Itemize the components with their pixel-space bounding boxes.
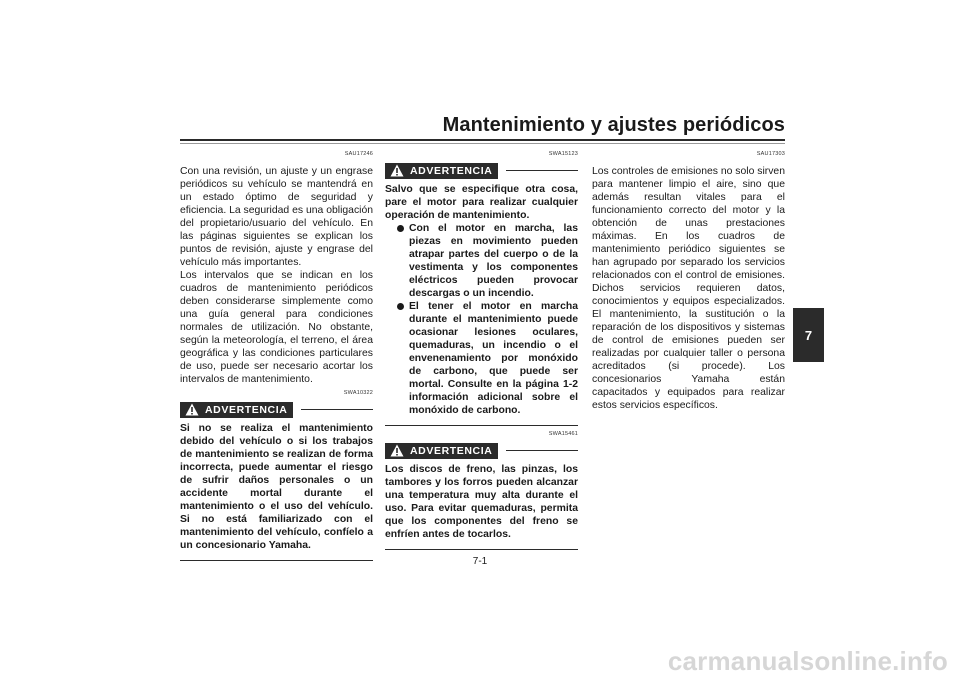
page-title: Mantenimiento y ajustes periódicos — [442, 114, 785, 136]
warning-label: ADVERTENCIA — [410, 444, 493, 457]
watermark: carmanualsonline.info — [667, 646, 948, 676]
warning-end-rule — [385, 425, 578, 426]
column-2 — [385, 150, 578, 550]
intro-paragraph: Con una revisión, un ajuste y un engrase periódicos su vehículo se mantendrá en un estado óptimo de seguridad y eficiencia. La seguridad es una obligación del propietario/usuario del vehículo. En las páginas siguientes se explican los puntos de revisión, ajuste y engrase del vehículo más importantes. — [180, 166, 373, 268]
emissions-paragraph: Los controles de emisiones no solo sirven para mantener limpio el aire, sino que además resultan vitales para el funcionamiento correcto del motor y la obtención de unas prestaciones máximas. En los cuadros de mantenimiento periódico siguientes se han agrupado por separado los servicios relacionados con el control de emisiones. Dichos servicios requieren datos, conocimientos y equipos especializados. El mantenimiento, la sustitución o la reparación de los dispositivos y sistemas de control de emisiones pueden ser realizadas por cualquier taller o persona acreditados (si procede). Los concesionarios Yamaha están capacitados y equipados para realizar estos servicios específicos. — [592, 166, 785, 411]
warning-end-rule — [385, 549, 578, 550]
warning-header — [385, 162, 578, 179]
warning-header — [385, 442, 578, 459]
warning-label: ADVERTENCIA — [205, 403, 288, 416]
warning-triangle-icon — [390, 444, 404, 457]
warning-triangle-icon — [185, 403, 199, 416]
warning-text: Los discos de freno, las pinzas, los tambores y los forros pueden alcanzar una temperatura muy alta durante el uso. Para evitar quemaduras, permita que los componentes del freno se enfríen antes de tocarlos. — [385, 464, 578, 540]
list-item: El tener el motor en marcha durante el mantenimiento puede ocasionar lesiones oculares, quemaduras, un incendio o el envenenamiento por monóxido de carbono, que puede ser mortal. Consulte en la página 1-2 información adicional sobre el monóxido de carbono. — [397, 300, 578, 417]
column-1 — [180, 150, 373, 561]
warning-triangle-icon — [390, 164, 404, 177]
warning-text: Si no se realiza el mantenimiento debido del vehículo o si los trabajos de mantenimiento se realizan de forma incorrecta, puede aumentar el riesgo de sufrir daños personales o un accidente mortal durante el mantenimiento o el uso del vehículo. Si no está familiarizado con el mantenimiento del vehículo, confíelo a un concesionario Yamaha. — [180, 423, 373, 551]
title-rule-thin — [180, 143, 785, 144]
chapter-tab: 7 — [793, 308, 824, 362]
warning-rule — [301, 409, 373, 410]
bullet-icon — [397, 303, 404, 310]
warning-rule — [506, 450, 578, 451]
warning-code: SWA15123 — [548, 151, 578, 157]
list-item: Con el motor en marcha, las piezas en movimiento pueden atrapar partes del cuerpo o de la vestimenta y los componentes eléctricos pueden provocar descargas o un incendio. — [397, 222, 578, 300]
warning-label-box — [385, 163, 498, 179]
warning-intro: Salvo que se especifique otra cosa, pare el motor para realizar cualquier operación de mantenimiento. — [385, 184, 578, 221]
warning-label: ADVERTENCIA — [410, 164, 493, 177]
title-rule — [180, 139, 785, 141]
page-number: 7-1 — [472, 556, 488, 567]
bullet-icon — [397, 225, 404, 232]
warning-label-box — [180, 402, 293, 418]
column-3 — [592, 150, 785, 412]
warning-bullet-list — [385, 222, 578, 417]
section-code: SAU17303 — [756, 151, 785, 157]
warning-label-box — [385, 443, 498, 459]
intervals-paragraph: Los intervalos que se indican en los cuadros de mantenimiento periódicos deben considerarse simplemente como una guía general para condiciones normales de utilización. No obstante, según la meteorología, el terreno, el área geográfica y las condiciones particulares de uso, puede ser necesario acortar los intervalos de mantenimiento. — [180, 270, 373, 385]
warning-code: SWA10322 — [343, 390, 373, 396]
warning-header — [180, 401, 373, 418]
section-code: SAU17246 — [344, 151, 373, 157]
warning-code: SWA15461 — [548, 431, 578, 437]
warning-end-rule — [180, 560, 373, 561]
warning-rule — [506, 170, 578, 171]
